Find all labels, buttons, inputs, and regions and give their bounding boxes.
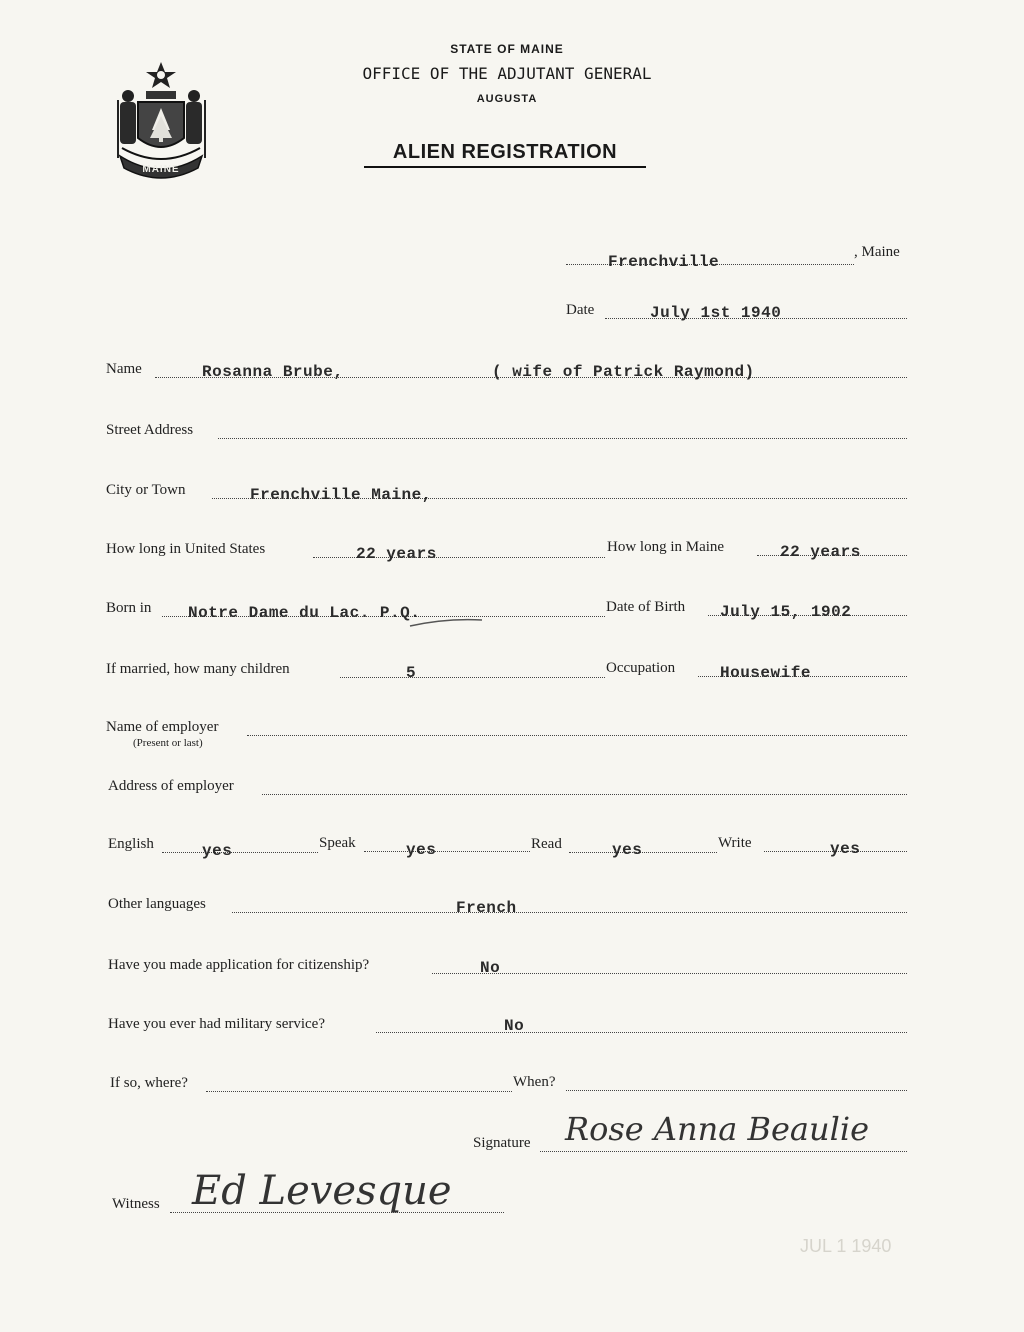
seal-banner-text: MAINE	[142, 164, 180, 175]
where-label: If so, where?	[110, 1075, 188, 1091]
date-label: Date	[566, 302, 595, 318]
english-label: English	[108, 836, 154, 852]
employer-label: Name of employer	[106, 719, 219, 735]
city-heading: AUGUSTA	[476, 93, 538, 105]
employer-sublabel: (Present or last)	[133, 737, 203, 749]
witness-label: Witness	[112, 1196, 160, 1212]
write-label: Write	[718, 835, 752, 851]
employer-address-label: Address of employer	[108, 778, 234, 794]
state-heading: STATE OF MAINE	[450, 42, 564, 56]
citizenship-value: No	[480, 959, 501, 977]
military-label: Have you ever had military service?	[108, 1016, 325, 1032]
dob-value: July 15, 1902	[720, 603, 852, 621]
read-label: Read	[531, 836, 562, 852]
witness-signature: Ed Levesque	[192, 1168, 452, 1214]
state-seal-icon	[108, 58, 214, 180]
how-long-maine-value: 22 years	[780, 543, 861, 561]
born-in-value: Notre Dame du Lac. P.Q.	[188, 604, 421, 622]
occupation-value: Housewife	[720, 664, 811, 682]
how-long-us-label: How long in United States	[106, 541, 266, 557]
town-value: Frenchville	[608, 253, 720, 271]
other-languages-label: Other languages	[108, 896, 206, 912]
other-languages-value: French	[456, 899, 517, 917]
pencil-underline	[408, 616, 484, 630]
office-heading: OFFICE OF THE ADJUTANT GENERAL	[362, 64, 652, 83]
occupation-label: Occupation	[606, 660, 676, 676]
name-value: Rosanna Brube,	[202, 363, 344, 381]
date-value: July 1st 1940	[650, 304, 782, 322]
how-long-maine-label: How long in Maine	[607, 539, 725, 555]
read-value: yes	[612, 841, 643, 859]
name-note: ( wife of Patrick Raymond)	[492, 363, 755, 381]
speak-value: yes	[406, 841, 437, 859]
citizenship-label: Have you made application for citizenship?	[108, 957, 370, 973]
english-value: yes	[202, 842, 233, 860]
signature-value: Rose Anna Beaulie	[565, 1110, 870, 1148]
received-stamp: JUL 1 1940	[800, 1236, 892, 1256]
form-title: ALIEN REGISTRATION	[392, 141, 618, 163]
signature-label: Signature	[473, 1135, 531, 1151]
maine-label: , Maine	[854, 244, 900, 260]
born-in-label: Born in	[106, 600, 152, 616]
military-value: No	[504, 1017, 525, 1035]
how-long-us-value: 22 years	[356, 545, 437, 563]
dob-label: Date of Birth	[606, 599, 686, 615]
children-value: 5	[406, 664, 417, 682]
city-value: Frenchville Maine,	[250, 486, 432, 504]
speak-label: Speak	[319, 835, 356, 851]
street-label: Street Address	[106, 422, 194, 438]
title-underline	[364, 166, 646, 168]
write-value: yes	[830, 840, 861, 858]
city-label: City or Town	[106, 482, 186, 498]
name-label: Name	[106, 361, 142, 377]
children-label: If married, how many children	[106, 661, 290, 677]
when-label: When?	[513, 1074, 556, 1090]
